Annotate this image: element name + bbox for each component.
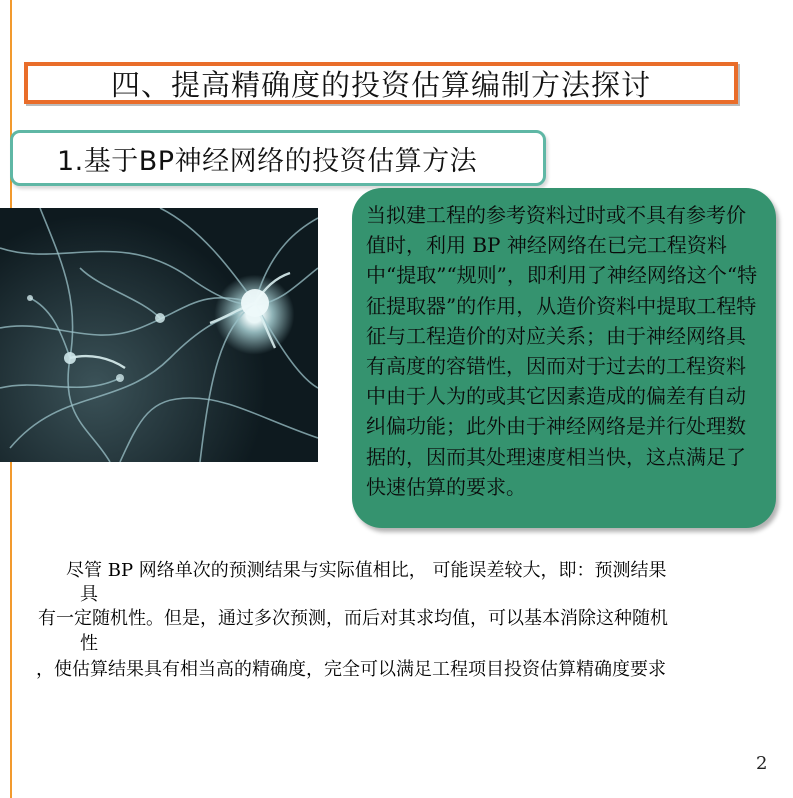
title-banner (24, 62, 738, 104)
paragraph-line-2: 具 (80, 584, 98, 605)
page-title: 四、提高精确度的投资估算编制方法探讨 (110, 67, 651, 102)
paragraph-line-3: 有一定随机性。但是，通过多次预测，而后对其求均值，可以基本消除这种随机 (38, 608, 668, 629)
subtitle-banner (10, 130, 546, 186)
neuron-network-image (0, 208, 318, 462)
description-text: 当拟建工程的参考资料过时或不具有参考价值时，利用 BP 神经网络在已完工程资料中“提取”“规则”，即利用了神经网络这个“特征提取器”的作用，从造价资料中提取工程特征与工程造价的对应关系；由于神经网络具有高度的容错性，因而对于过去的工程资料中由于人为的或其它因素造成的偏差有自动纠偏功能；此外由于神经网络是并行处理数据的，因而其处理速度相当快，这点满足了快速估算的要求。 (366, 203, 758, 499)
paragraph-line-1: 尽管 BP 网络单次的预测结果与实际值相比， 可能误差较大，即：预测结果 (66, 560, 667, 581)
description-callout (352, 188, 776, 528)
section-subtitle: 1.基于BP神经网络的投资估算方法 (57, 145, 478, 177)
neuron-illustration (0, 208, 318, 462)
paragraph-line-5: ，使估算结果具有相当高的精确度，完全可以满足工程项目投资估算精确度要求 (36, 659, 666, 680)
page-number: 2 (756, 753, 768, 774)
paragraph-line-4: 性 (80, 633, 98, 654)
